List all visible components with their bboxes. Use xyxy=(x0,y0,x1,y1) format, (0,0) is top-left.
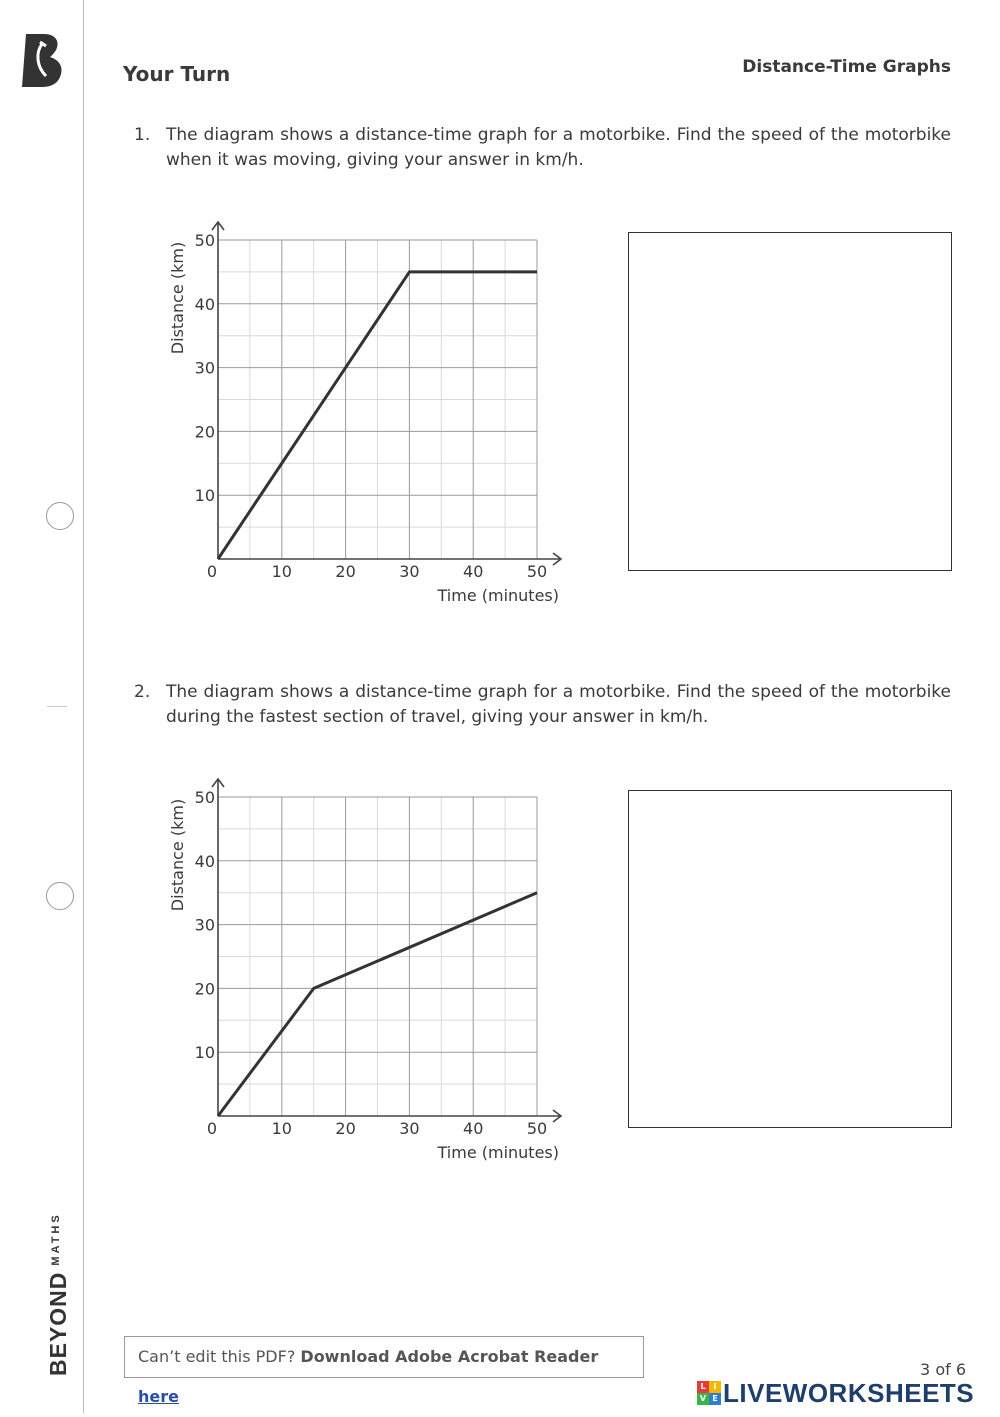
y-axis-label: Distance (km) xyxy=(168,241,187,355)
acrobat-note xyxy=(124,1336,644,1406)
x-axis-label: Time (minutes) xyxy=(437,586,559,605)
y-tick-label: 10 xyxy=(194,486,215,506)
x-axis-label: Time (minutes) xyxy=(437,1143,559,1162)
question-1 xyxy=(134,123,951,173)
question-2-text: The diagram shows a distance-time graph for a motorbike. Find the speed of the motorbike during the fastest section of travel, giving your answer in km/h. xyxy=(166,682,951,727)
brand-beyond: BEYOND xyxy=(45,1271,71,1376)
y-tick-label: 10 xyxy=(194,1043,215,1063)
liveworksheets-icon-tile: E xyxy=(709,1393,721,1405)
question-1-text: The diagram shows a distance-time graph for a motorbike. Find the speed of the motorbike when it was moving, giving your answer in km/h. xyxy=(166,125,951,170)
answer-box-2[interactable] xyxy=(628,790,952,1128)
acrobat-note-prefix: Can’t edit this PDF? xyxy=(138,1347,296,1366)
x-tick-label: 50 xyxy=(526,1119,548,1138)
y-tick-label: 40 xyxy=(194,294,215,314)
y-tick-label: 20 xyxy=(194,979,215,999)
x-tick-label: 10 xyxy=(271,562,292,581)
question-1-number: 1. xyxy=(134,125,151,145)
liveworksheets-logo xyxy=(697,1378,974,1408)
y-tick-label: 30 xyxy=(194,358,215,378)
graph-question-2 xyxy=(160,771,580,1171)
question-2 xyxy=(134,680,951,730)
punch-hole-bottom xyxy=(46,882,74,910)
topic-title: Distance-Time Graphs xyxy=(742,57,951,77)
y-tick-label: 50 xyxy=(194,788,215,807)
acrobat-download-link[interactable]: here xyxy=(138,1387,179,1406)
y-tick-label: 40 xyxy=(194,851,215,871)
margin-divider xyxy=(83,0,84,1413)
liveworksheets-wordmark: LIVEWORKSHEETS xyxy=(723,1377,975,1408)
question-2-number: 2. xyxy=(134,682,151,702)
liveworksheets-icon xyxy=(697,1381,721,1405)
beyond-logo-icon xyxy=(20,30,66,90)
x-tick-label: 50 xyxy=(526,562,548,581)
x-tick-label: 20 xyxy=(335,562,356,581)
y-axis-label: Distance (km) xyxy=(168,798,187,912)
fold-mark xyxy=(47,706,67,707)
section-title: Your Turn xyxy=(123,62,231,86)
x-tick-label: 0 xyxy=(206,562,218,581)
y-tick-label: 20 xyxy=(194,422,215,442)
x-tick-label: 40 xyxy=(463,1119,484,1138)
liveworksheets-icon-tile: I xyxy=(709,1381,721,1393)
liveworksheets-icon-tile: V xyxy=(697,1393,709,1405)
x-tick-label: 0 xyxy=(206,1119,218,1138)
answer-box-1[interactable] xyxy=(628,232,952,571)
beyond-maths-brand xyxy=(45,1212,72,1376)
brand-maths: MATHS xyxy=(50,1212,62,1266)
x-tick-label: 30 xyxy=(399,562,420,581)
punch-hole-top xyxy=(46,502,74,530)
y-tick-label: 50 xyxy=(194,231,215,250)
graph-question-1 xyxy=(160,214,580,614)
x-tick-label: 30 xyxy=(399,1119,420,1138)
x-tick-label: 20 xyxy=(335,1119,356,1138)
y-tick-label: 30 xyxy=(194,915,215,935)
liveworksheets-icon-tile: L xyxy=(697,1381,709,1393)
acrobat-note-bold: Download Adobe Acrobat Reader xyxy=(300,1347,599,1366)
x-tick-label: 10 xyxy=(271,1119,292,1138)
page-number: 3 of 6 xyxy=(920,1360,966,1379)
x-tick-label: 40 xyxy=(463,562,484,581)
